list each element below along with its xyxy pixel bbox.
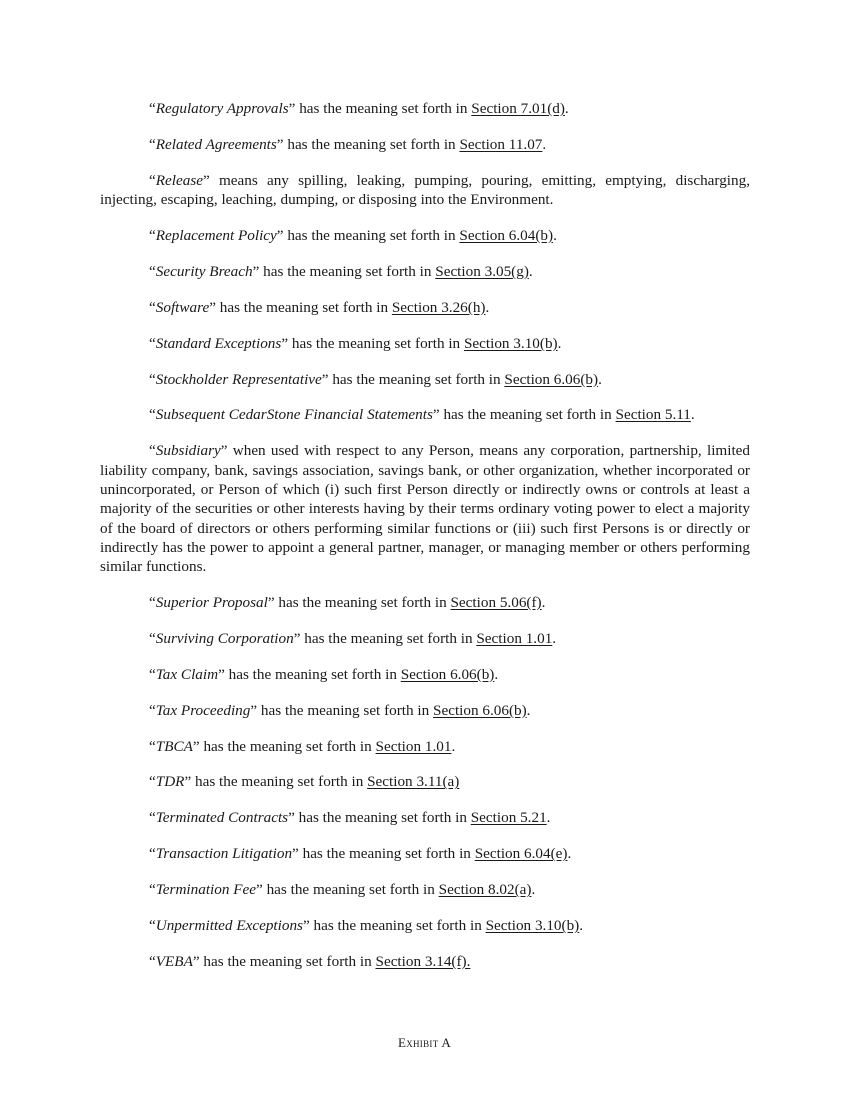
definition-software [100,298,750,317]
definition-veba [100,952,750,971]
section-reference: Section 6.04(e) [474,845,568,863]
close-quote: ” [276,135,284,153]
definition-text: has the meaning set forth in [224,665,401,683]
open-quote: “ [149,665,156,683]
close-quote: ” [281,334,289,352]
close-quote: ” [276,226,284,244]
trailing-punctuation: . [598,370,602,388]
definition-text: has the meaning set forth in [215,298,392,316]
defined-term: Related Agreements [155,135,277,153]
definition-release [100,171,750,210]
open-quote: “ [149,135,156,153]
open-quote: “ [149,845,156,863]
open-quote: “ [149,629,156,647]
definition-text: has the meaning set forth in [294,809,471,827]
trailing-punctuation: . [485,298,490,316]
section-reference: Section 6.06(b) [504,370,599,388]
close-quote: ” [192,952,200,970]
defined-term: TBCA [155,737,193,755]
trailing-punctuation: . [542,135,547,153]
defined-term: Tax Claim [155,665,219,683]
definition-text: has the meaning set forth in [328,370,505,388]
section-reference: Section 3.26(h) [391,298,486,316]
defined-term: Subsidiary [155,442,221,460]
section-reference: Section 3.05(g) [435,262,529,280]
defined-term: Replacement Policy [155,226,277,244]
close-quote: ” [288,100,296,117]
close-quote: ” [302,917,310,934]
definition-terminated-contracts [100,808,750,827]
defined-term: Terminated Contracts [155,809,289,827]
section-reference: Section 1.01 [375,737,452,755]
trailing-punctuation: . [557,334,562,352]
close-quote: ” [288,809,295,827]
defined-term: Surviving Corporation [155,629,294,647]
section-reference: Section 1.01 [476,629,553,647]
definition-text: has the meaning set forth in [283,135,460,153]
trailing-punctuation: . [690,406,695,424]
defined-term: Software [155,298,210,316]
section-reference: Section 6.04(b) [459,226,554,244]
trailing-punctuation: . [553,226,557,244]
close-quote: ” [218,665,225,683]
section-reference: Section 6.06(b) [433,701,527,719]
open-quote: “ [149,737,156,755]
definition-text: has the meaning set forth in [439,406,616,424]
definition-tax-proceeding [100,701,750,720]
close-quote: ” [252,262,260,280]
open-quote: “ [149,701,156,719]
defined-term: Termination Fee [155,881,257,899]
section-reference: Section 8.02(a) [438,881,532,899]
close-quote: ” [432,406,440,424]
section-reference: Section 7.01(d) [471,100,565,117]
trailing-punctuation: . [526,701,531,719]
close-quote: ” [220,442,228,460]
definition-related-agreements [100,135,750,154]
close-quote: ” [192,737,200,755]
definition-text: has the meaning set forth in [298,845,475,863]
definition-text: has the meaning set forth in [288,334,464,352]
definition-text: has the meaning set forth in [274,593,451,611]
open-quote: “ [149,773,156,791]
definition-subsidiary [100,441,750,576]
definition-text: has the meaning set forth in [199,952,376,970]
defined-term: Security Breach [155,262,253,280]
section-reference: Section 3.10(b) [463,334,558,352]
open-quote: “ [149,593,156,611]
definition-replacement-policy [100,226,750,245]
section-reference: Section 5.06(f) [450,593,542,611]
close-quote: ” [250,701,258,719]
close-quote: ” [321,370,329,388]
close-quote: ” [292,845,299,863]
trailing-punctuation: . [541,593,546,611]
open-quote: “ [149,226,156,244]
definition-text: means any spilling, leaking, pumping, pouring, emitting, emptying, discharging, injecting, escaping, leaching, dumping, or disposing into the Environment. [100,171,750,209]
definition-tdr [100,772,750,791]
definition-text: has the meaning set forth in [257,701,434,719]
close-quote: ” [256,881,263,899]
open-quote: “ [149,809,156,827]
definition-text: has the meaning set forth in [259,262,436,280]
open-quote: “ [149,100,156,117]
open-quote: “ [149,442,156,460]
trailing-punctuation: . [451,737,456,755]
trailing-punctuation: . [528,262,533,280]
open-quote: “ [149,334,156,352]
definitions-list [100,99,750,988]
section-reference: Section 6.06(b) [400,665,495,683]
trailing-punctuation: . [494,665,499,683]
defined-term: Release [155,171,203,189]
trailing-punctuation: . [552,629,557,647]
definition-superior-proposal [100,593,750,612]
definition-unpermitted-exceptions [100,916,750,935]
open-quote: “ [149,952,156,970]
open-quote: “ [149,881,156,899]
defined-term: VEBA [155,952,193,970]
definition-surviving-corporation [100,629,750,648]
close-quote: ” [293,629,301,647]
defined-term: Stockholder Representative [155,370,322,388]
open-quote: “ [149,406,156,424]
open-quote: “ [149,298,156,316]
definition-text: has the meaning set forth in [295,100,472,117]
trailing-punctuation: . [546,809,551,827]
definition-text: has the meaning set forth in [309,917,486,934]
section-reference: Section 11.07 [459,135,543,153]
section-reference: Section 5.11 [615,406,691,424]
trailing-punctuation: . [564,100,569,117]
close-quote: ” [184,773,192,791]
definition-stockholder-representative [100,370,750,389]
open-quote: “ [149,171,156,189]
definition-tbca [100,737,750,756]
definition-text: has the meaning set forth in [199,737,376,755]
definition-regulatory-approvals [100,99,750,118]
section-reference: Section 3.14(f). [375,952,471,970]
defined-term: Subsequent CedarStone Financial Statements [155,406,433,424]
section-reference: Section 3.10(b) [485,917,580,934]
definition-tax-claim [100,665,750,684]
defined-term: Standard Exceptions [155,334,282,352]
trailing-punctuation: . [531,881,536,899]
definition-text: has the meaning set forth in [191,773,368,791]
definition-security-breach [100,262,750,281]
open-quote: “ [149,917,156,934]
definition-termination-fee [100,880,750,899]
page-footer: Exhibit A [397,1035,452,1050]
definition-text: has the meaning set forth in [300,629,477,647]
definition-subsequent-cedarstone-financial-statements [100,405,750,424]
defined-term: Superior Proposal [155,593,268,611]
open-quote: “ [149,262,156,280]
definition-text: when used with respect to any Person, means any corporation, partnership, limited liability company, bank, savings association, savings bank, or other organization, whether incorporated or unincorporated, or Person of which (i) such first Person directly or indirectly owns or controls at least a majority of the securities or other interests having by their terms ordinary voting power to elect a majority of the board of directors or others performing similar functions or (iii) such first Persons is or directly or indirectly has the power to appoint a general partner, manager, or managing member or others performing similar functions. [100,442,750,576]
definition-text: has the meaning set forth in [283,226,460,244]
trailing-punctuation: . [567,845,572,863]
defined-term: Unpermitted Exceptions [155,917,303,934]
defined-term: TDR [155,773,185,791]
defined-term: Transaction Litigation [155,845,293,863]
defined-term: Regulatory Approvals [155,100,289,117]
definition-transaction-litigation [100,844,750,863]
definition-standard-exceptions [100,334,750,353]
open-quote: “ [149,370,156,388]
trailing-punctuation: . [579,917,584,934]
defined-term: Tax Proceeding [155,701,251,719]
close-quote: ” [202,171,210,189]
section-reference: Section 5.21 [470,809,547,827]
section-reference: Section 3.11(a) [367,773,460,791]
close-quote: ” [267,593,275,611]
definition-text: has the meaning set forth in [262,881,439,899]
close-quote: ” [209,298,216,316]
